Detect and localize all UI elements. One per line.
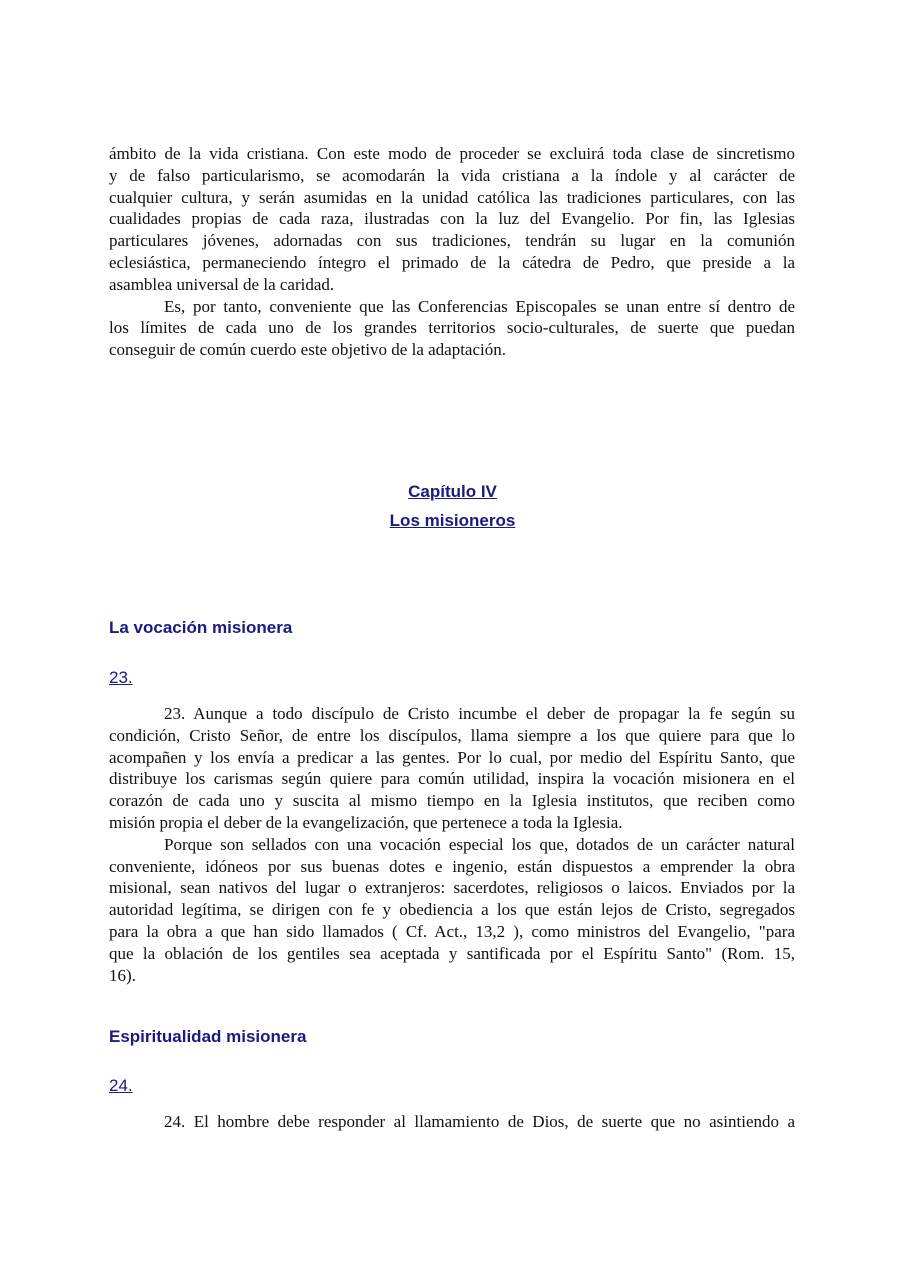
- text-line: 16).: [109, 965, 136, 985]
- text-line: para la obra a que han sido llamados ( Cf. Act., 13,2 ), como ministros del Evangelio, "para: [109, 921, 795, 941]
- text-line: ámbito de la vida cristiana. Con este modo de proceder se excluirá toda clase de sincretismo: [109, 144, 795, 163]
- section-24-text: [109, 1111, 795, 1133]
- text-line: y de falso particularismo, se acomodarán la vida cristiana a la índole y al carácter de: [109, 165, 795, 185]
- text-line: particulares jóvenes, adornadas con sus tradiciones, tendrán su lugar en la comunión: [109, 231, 795, 251]
- text-line: misión propia el deber de la evangelización, que pertenece a toda la Iglesia.: [109, 812, 623, 832]
- text-line: conveniente, idóneos por sus buenas dotes e ingenio, están dispuestos a emprender la obra: [109, 856, 795, 876]
- text-line: los límites de cada uno de los grandes territorios socio-culturales, de suerte que puedan: [109, 318, 795, 338]
- section-number-link[interactable]: 24.: [109, 1076, 133, 1095]
- text-line: autoridad legítima, se dirigen con fe y obediencia a los que están lejos de Cristo, segregados: [109, 900, 795, 920]
- chapter-title-link[interactable]: Capítulo IV: [408, 482, 497, 501]
- text-line: acompañen y los envía a predicar a las gentes. Por lo cual, por medio del Espíritu Santo, que: [109, 747, 795, 767]
- text-line: 24. El hombre debe responder al llamamiento de Dios, de suerte que no asintiendo a: [164, 1112, 795, 1131]
- text-line: Porque son sellados con una vocación especial los que, dotados de un carácter natural: [164, 834, 795, 854]
- chapter-subtitle-link[interactable]: Los misioneros: [389, 511, 516, 530]
- text-line: distribuye los carismas según quiere para común utilidad, inspira la vocación misionera en el: [109, 769, 795, 789]
- text-line: condición, Cristo Señor, de entre los discípulos, llama siempre a los que quiere para que lo: [109, 725, 795, 745]
- text-line: 23. Aunque a todo discípulo de Cristo incumbe el deber de propagar la fe según su: [164, 704, 795, 723]
- section-23-text: [109, 703, 795, 986]
- text-line: cualidades propias de cada raza, ilustradas con la luz del Evangelio. Por fin, las Iglesias: [109, 209, 795, 229]
- text-line: misional, sean nativos del lugar o extranjeros: sacerdotes, religiosos o laicos. Enviados por la: [109, 878, 795, 898]
- section-heading: La vocación misionera: [109, 618, 293, 637]
- section-heading: Espiritualidad misionera: [109, 1027, 307, 1046]
- text-line: eclesiástica, permaneciendo íntegro el primado de la cátedra de Pedro, que preside a la: [109, 252, 795, 272]
- text-line: asamblea universal de la caridad.: [109, 274, 335, 294]
- text-line: que la oblación de los gentiles sea aceptada y santificada por el Espíritu Santo" (Rom. 15,: [109, 943, 795, 963]
- text-line: Es, por tanto, conveniente que las Conferencias Episcopales se unan entre sí dentro de: [164, 296, 795, 316]
- section-number-link[interactable]: 23.: [109, 668, 133, 687]
- intro-text: [109, 143, 795, 361]
- text-line: cualquier cultura, y serán asumidas en la unidad católica las tradiciones particulares, con las: [109, 187, 795, 207]
- text-line: conseguir de común cuerdo este objetivo de la adaptación.: [109, 340, 506, 360]
- text-line: corazón de cada uno y suscita al mismo tiempo en la Iglesia institutos, que reciben como: [109, 791, 795, 811]
